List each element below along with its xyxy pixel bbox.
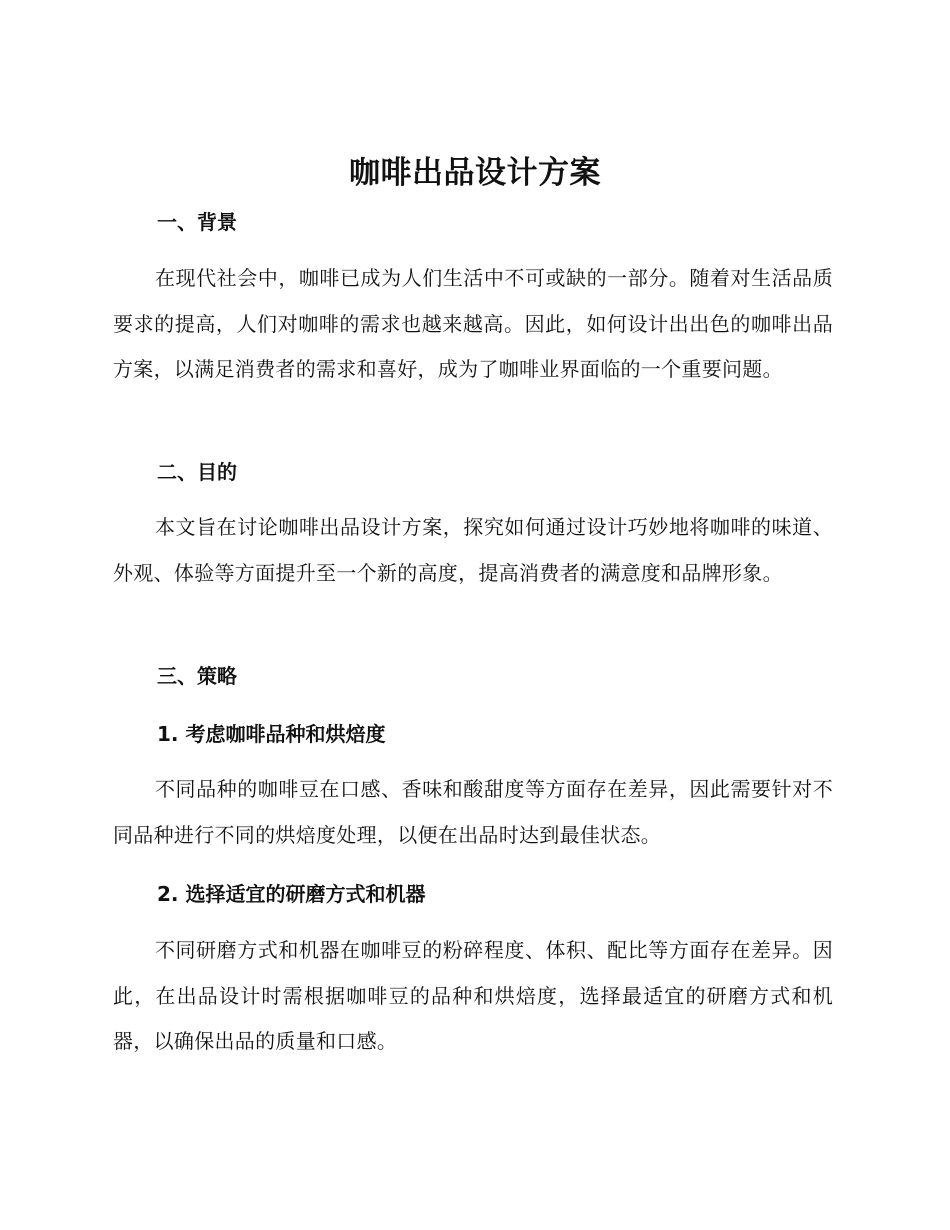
paragraph-grinding-method: 不同研磨方式和机器在咖啡豆的粉碎程度、体积、配比等方面存在差异。因此，在出品设计时需根据咖啡豆的品种和烘焙度，选择最适宜的研磨方式和机器，以确保出品的质量和口感。 bbox=[113, 938, 833, 1053]
section-heading-purpose: 二、目的 bbox=[157, 460, 237, 484]
document-title: 咖啡出品设计方案 bbox=[349, 155, 601, 191]
section-heading-background: 一、背景 bbox=[157, 210, 237, 234]
subheading-bean-variety-roast: 1. 考虑咖啡品种和烘焙度 bbox=[157, 722, 386, 746]
paragraph-background: 在现代社会中，咖啡已成为人们生活中不可或缺的一部分。随着对生活品质要求的提高，人们对咖啡的需求也越来越高。因此，如何设计出出色的咖啡出品方案，以满足消费者的需求和喜好，成为了咖啡业界面临的一个重要问题。 bbox=[113, 266, 833, 381]
section-heading-strategy: 三、策略 bbox=[157, 664, 237, 688]
subheading-grinding-method: 2. 选择适宜的研磨方式和机器 bbox=[157, 882, 426, 906]
paragraph-bean-variety-roast: 不同品种的咖啡豆在口感、香味和酸甜度等方面存在差异，因此需要针对不同品种进行不同的烘焙度处理，以便在出品时达到最佳状态。 bbox=[113, 777, 833, 847]
paragraph-purpose: 本文旨在讨论咖啡出品设计方案，探究如何通过设计巧妙地将咖啡的味道、外观、体验等方面提升至一个新的高度，提高消费者的满意度和品牌形象。 bbox=[113, 515, 833, 585]
